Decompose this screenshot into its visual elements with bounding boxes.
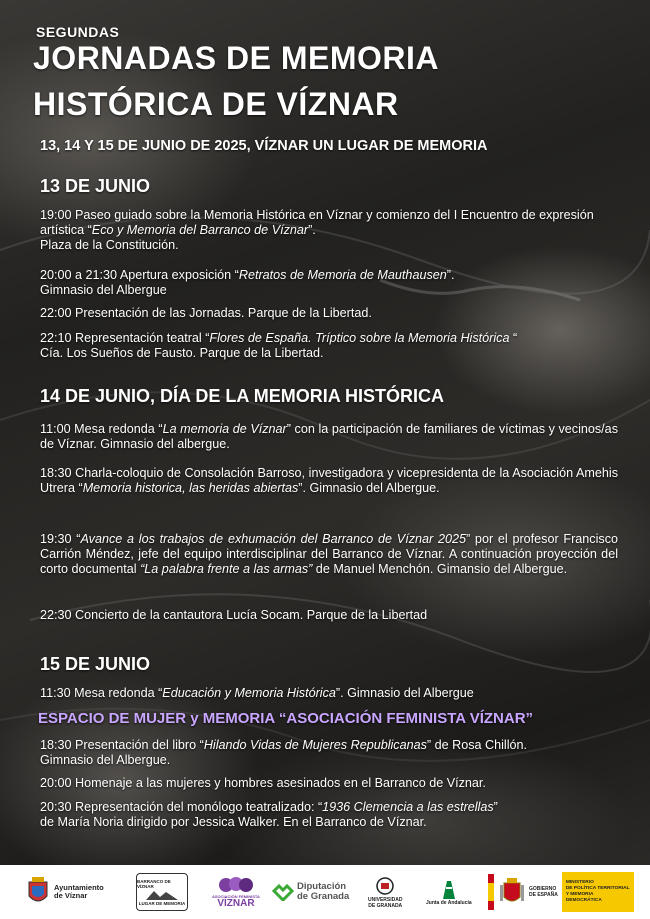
min-line2: DE POLÍTICA TERRITORIAL xyxy=(565,886,630,891)
kicker: SEGUNDAS xyxy=(36,24,120,40)
university-seal-icon xyxy=(376,875,394,897)
dip-line1: Diputación xyxy=(297,881,347,892)
logo-lugar-memoria xyxy=(136,865,188,919)
fem-line1: ASOCIACIÓN FEMINISTA xyxy=(212,893,260,899)
page-title-line1: JORNADAS DE MEMORIA xyxy=(33,40,439,76)
logo-gobierno-espana xyxy=(488,865,634,919)
min-line1: MINISTERIO xyxy=(565,880,594,885)
ugr-line1: UNIVERSIDAD xyxy=(368,897,403,903)
day1-event2: 20:00 a 21:30 Apertura exposición “Retratos de Memoria de Mauthausen”. Gimnasio del Albergue xyxy=(40,268,455,297)
fem-line2: VÍZNAR xyxy=(217,897,255,909)
logo-diputacion-granada xyxy=(272,865,349,919)
diputacion-heart-icon xyxy=(272,883,294,901)
day2-heading: 14 DE JUNIO, DÍA DE LA MEMORIA HISTÓRICA xyxy=(40,386,445,406)
tree-icon xyxy=(144,889,180,901)
sponsor-footer xyxy=(0,865,650,919)
ayto-line1: Ayuntamiento xyxy=(54,882,104,892)
logo-ayuntamiento-viznar xyxy=(26,865,104,919)
day1-heading: 13 DE JUNIO xyxy=(40,176,151,196)
junta-label: Junta de Andalucía xyxy=(426,900,472,906)
day1-event4: 22:10 Representación teatral “Flores de España. Tríptico sobre la Memoria Histórica “ Cía. Los Sueños de Fausto. Parque de la Libertad. xyxy=(40,331,518,360)
ugr-line2: DE GRANADA xyxy=(368,903,403,909)
day3-event1: 11:30 Mesa redonda “Educación y Memoria Histórica”. Gimnasio del Albergue xyxy=(40,686,474,700)
day2-event4: 22:30 Concierto de la cantautora Lucía Socam. Parque de la Libertad xyxy=(40,608,428,622)
day2-event3: 19:30 “Avance a los trabajos de exhumación del Barranco de Víznar 2025” por el profesor Francisco Carrión Méndez, jefe del equipo interdisciplinar del Barranco de Víznar. A continuación proyección del corto documental “La palabra frente a las armas” de Manuel Menchón. Gimansio del Albergue. xyxy=(40,532,618,576)
logo-asociacion-feminista xyxy=(212,865,260,919)
day3-event4: 20:30 Representación del monólogo teatralizado: “1936 Clemencia a las estrellas” de María Noria dirigido por Jessica Walker. En el Barranco de Víznar. xyxy=(40,800,498,829)
logo-universidad-granada xyxy=(368,865,402,919)
junta-tower-icon xyxy=(439,878,459,900)
women-faces-icon xyxy=(216,876,256,894)
women-memory-banner: ESPACIO DE MUJER y MEMORIA “ASOCIACIÓN FEMINISTA VÍZNAR” xyxy=(38,710,534,727)
lugar-line1: BARRANCO DE VÍZNAR xyxy=(137,878,171,889)
spain-coat-of-arms-icon xyxy=(498,877,526,907)
page-title-line2: HISTÓRICA DE VÍZNAR xyxy=(33,86,399,122)
gob-line2: DE ESPAÑA xyxy=(529,892,558,898)
logo-junta-andalucia xyxy=(426,865,472,919)
min-line3: Y MEMORIA DEMOCRÁTICA xyxy=(565,892,602,903)
coat-of-arms-icon xyxy=(26,876,50,908)
day3-event3: 20:00 Homenaje a las mujeres y hombres asesinados en el Barranco de Víznar. xyxy=(40,776,486,790)
day2-event1: 11:00 Mesa redonda “La memoria de Víznar” con la participación de familiares de víctimas y vecinos/as de Víznar. Gimnasio del albergue. xyxy=(40,422,618,451)
day2-event2: 18:30 Charla-coloquio de Consolación Barroso, investigadora y vicepresidenta de la Asociación Amehis Utrera “Memoria historica, las heridas abiertas”. Gimnasio del Albergue. xyxy=(40,466,618,495)
ayto-line2: de Víznar xyxy=(54,891,88,900)
day1-event3: 22:00 Presentación de las Jornadas. Parque de la Libertad. xyxy=(40,306,372,320)
subtitle: 13, 14 Y 15 DE JUNIO DE 2025, VÍZNAR UN LUGAR DE MEMORIA xyxy=(40,138,488,154)
day3-heading: 15 DE JUNIO xyxy=(40,654,151,674)
gob-line1: GOBIERNO xyxy=(529,886,557,892)
day3-event2: 18:30 Presentación del libro “Hilando Vidas de Mujeres Republicanas” de Rosa Chillón. Gimnasio del Albergue. xyxy=(40,738,528,767)
dip-line2: de Granada xyxy=(297,891,350,902)
day1-event1: 19:00 Paseo guiado sobre la Memoria Histórica en Víznar y comienzo del I Encuentro de expresión artística “Eco y Memoria del Barranco de Víznar”. Plaza de la Constitución. xyxy=(40,208,594,252)
lugar-line2: LUGAR DE MEMORIA xyxy=(138,900,186,906)
